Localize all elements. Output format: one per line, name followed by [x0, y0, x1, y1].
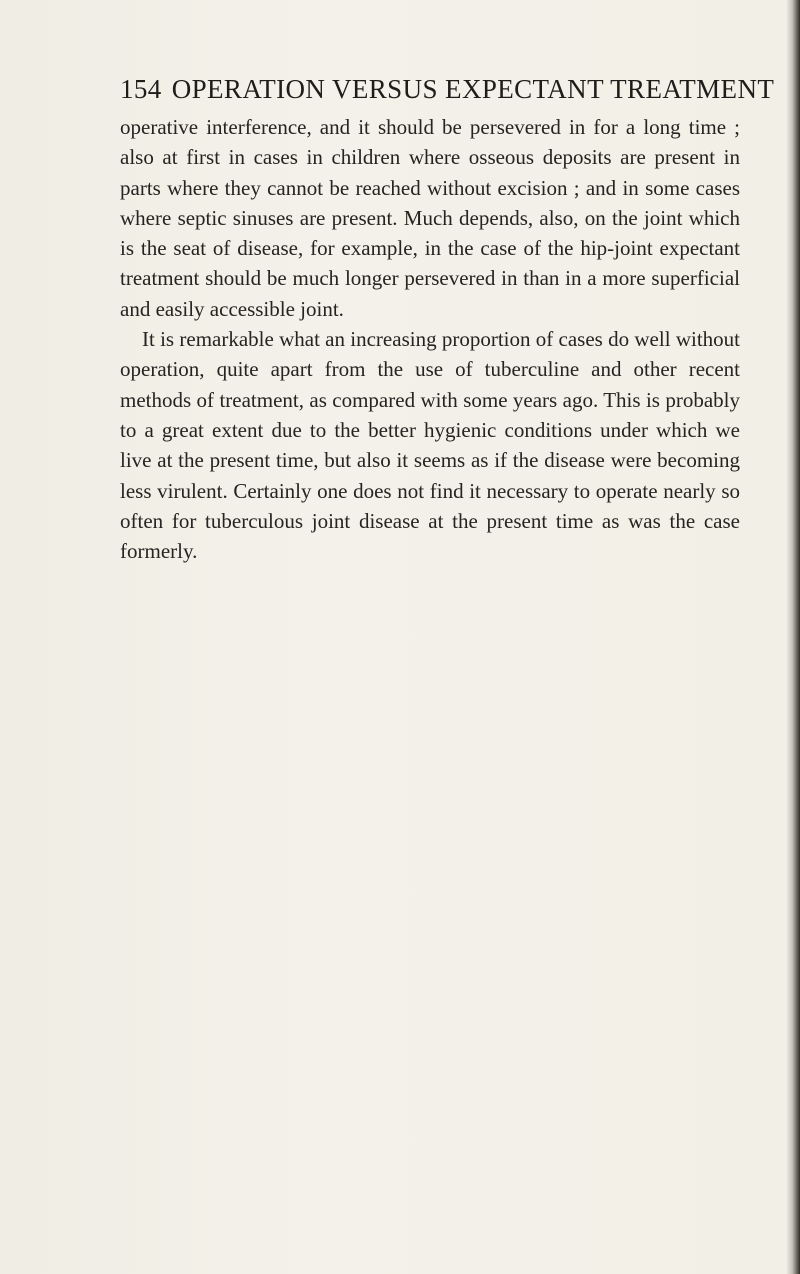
paragraph-continued: operative interference, and it should be persevered in for a long time ; also at first in cases in children where osseous deposits are present in parts where they cannot be reached without excision ; and in some cases where septic sinuses are present. Much depends, also, on the joint which is the seat of disease, for example, in the case of the hip-joint expectant treatment should be much longer persevered in than in a more superficial and easily accessible joint. — [120, 115, 740, 321]
body-text — [120, 112, 740, 566]
running-head — [120, 72, 775, 106]
page-number: 154 — [120, 74, 162, 104]
running-title: OPERATION VERSUS EXPECTANT TREATMENT — [171, 74, 775, 104]
page-edge-shadow — [786, 0, 800, 1274]
paragraph: It is remarkable what an increasing proportion of cases do well without operation, quite apart from the use of tuberculine and other recent methods of treatment, as compared with some years ago. This is probably to a great extent due to the better hygienic conditions under which we live at the present time, but also it seems as if the disease were becoming less virulent. Certainly one does not find it necessary to operate nearly so often for tuberculous joint disease at the present time as was the case formerly. — [120, 327, 740, 564]
